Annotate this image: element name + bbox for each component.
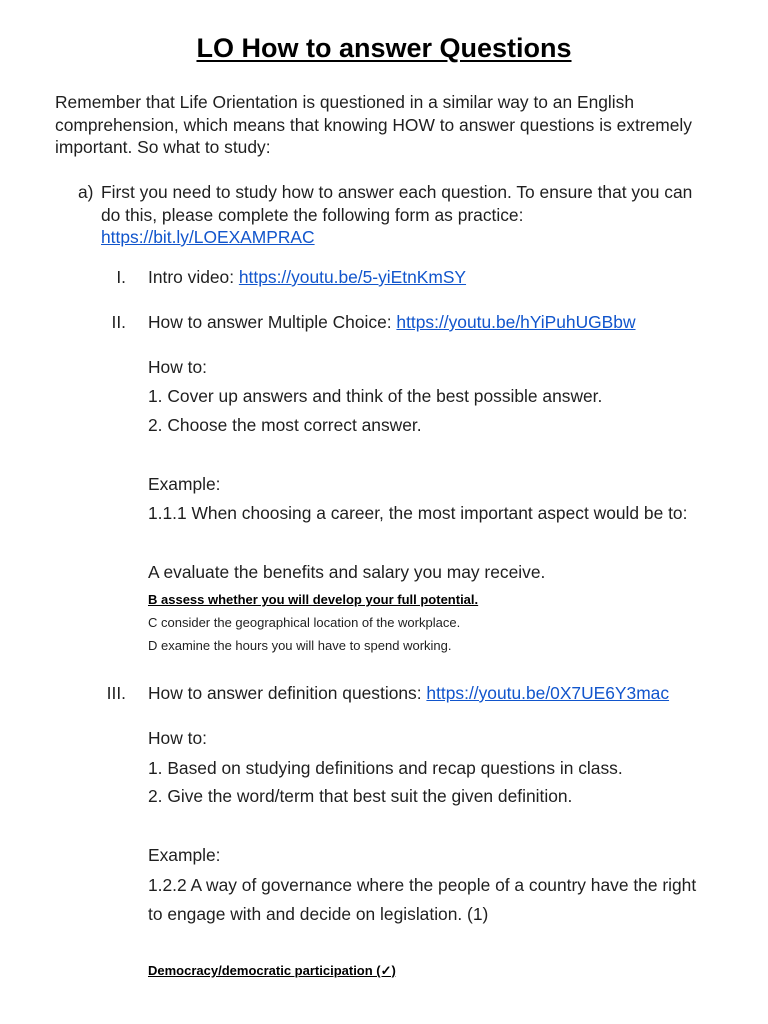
section-iii-label: How to answer definition questions:	[148, 683, 427, 703]
example-question-line: to engage with and decide on legislation. (1)	[148, 904, 489, 924]
item-a-line: do this, please complete the following form as practice:	[101, 204, 524, 225]
example-label: Example:	[148, 845, 221, 865]
section-ii-heading	[148, 312, 636, 333]
howto-label: How to:	[148, 728, 207, 748]
practice-form-link[interactable]: https://bit.ly/LOEXAMPRAC	[101, 227, 315, 247]
multiple-choice-video-link[interactable]: https://youtu.be/hYiPuhUGBbw	[396, 312, 636, 332]
howto-step: 2. Give the word/term that best suit the given definition.	[148, 786, 573, 806]
roman-marker-i: I.	[116, 267, 126, 287]
howto-step: 2. Choose the most correct answer.	[148, 415, 422, 435]
intro-paragraph	[55, 91, 745, 159]
howto-step: 1. Based on studying definitions and recap questions in class.	[148, 758, 623, 778]
example-label: Example:	[148, 474, 221, 494]
item-a-line: First you need to study how to answer each question. To ensure that you can	[101, 182, 693, 202]
list-marker-a: a)	[78, 182, 94, 202]
option-d: D examine the hours you will have to spend working.	[148, 638, 452, 653]
roman-marker-iii: III.	[106, 683, 126, 703]
example-question: 1.1.1 When choosing a career, the most important aspect would be to:	[148, 503, 688, 523]
howto-step: 1. Cover up answers and think of the best possible answer.	[148, 386, 603, 406]
section-iii-heading	[148, 683, 669, 704]
option-a: A evaluate the benefits and salary you may receive.	[148, 562, 546, 582]
example-question-line: 1.2.2 A way of governance where the people of a country have the right	[148, 875, 697, 895]
item-a-text	[101, 181, 692, 249]
howto-label: How to:	[148, 357, 207, 377]
definition-video-link[interactable]: https://youtu.be/0X7UE6Y3mac	[426, 683, 670, 703]
example-answer: Democracy/democratic participation (✓)	[148, 963, 396, 978]
intro-line: comprehension, which means that knowing HOW to answer questions is extremely	[55, 114, 692, 135]
option-b-correct: B assess whether you will develop your full potential.	[148, 592, 479, 607]
section-i-heading	[148, 267, 466, 288]
section-ii-label: How to answer Multiple Choice:	[148, 312, 397, 332]
intro-line: important. So what to study:	[55, 137, 271, 157]
option-c: C consider the geographical location of the workplace.	[148, 615, 461, 630]
section-i-label: Intro video:	[148, 267, 239, 287]
page-title: LO How to answer Questions	[196, 33, 572, 63]
intro-line: Remember that Life Orientation is questioned in a similar way to an English	[55, 92, 635, 112]
roman-marker-ii: II.	[111, 312, 126, 332]
intro-video-link[interactable]: https://youtu.be/5-yiEtnKmSY	[238, 267, 467, 287]
